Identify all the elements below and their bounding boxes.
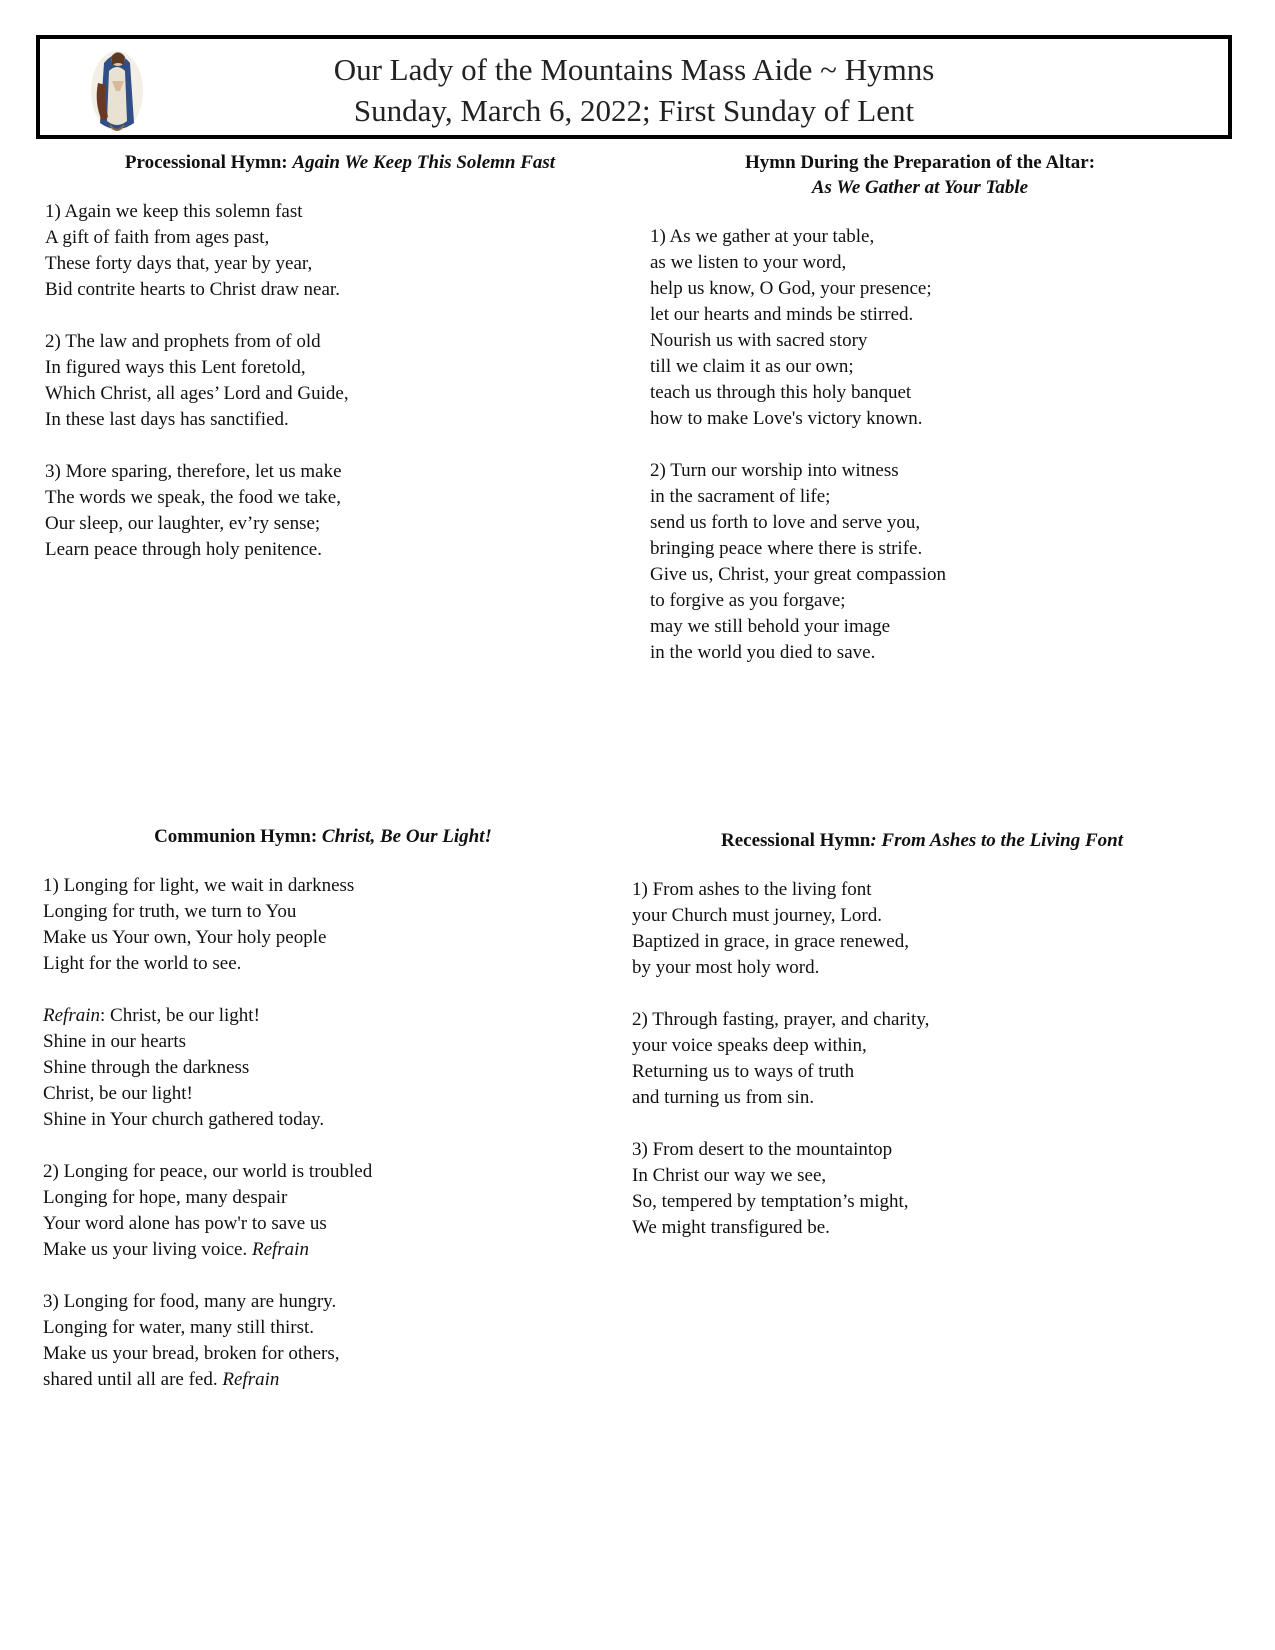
verse-line: Returning us to ways of truth <box>632 1061 855 1082</box>
verse <box>45 199 635 303</box>
preparation-verses <box>650 224 1220 666</box>
verse-line: Baptized in grace, in grace renewed, <box>632 931 909 952</box>
verse-line: Make us Your own, Your holy people <box>43 927 327 948</box>
verse-line: 1) Longing for light, we wait in darkness <box>43 875 355 896</box>
page-title <box>40 49 1228 131</box>
preparation-title: As We Gather at Your Table <box>811 177 1029 198</box>
verse-line: Which Christ, all ages’ Lord and Guide, <box>45 383 349 404</box>
header-box <box>36 35 1232 139</box>
verse-line: till we claim it as our own; <box>650 356 854 377</box>
recessional-heading <box>632 828 1212 853</box>
refrain <box>43 1003 633 1133</box>
communion-verses <box>43 873 633 1393</box>
verse-line: Give us, Christ, your great compassion <box>650 564 947 585</box>
verse-line: Shine in Your church gathered today. <box>43 1109 325 1130</box>
verse-line: 3) Longing for food, many are hungry. <box>43 1291 337 1312</box>
title-line-2: Sunday, March 6, 2022; First Sunday of Lent <box>353 93 915 128</box>
verse-line: let our hearts and minds be stirred. <box>650 304 914 325</box>
refrain-first-line <box>43 1003 633 1029</box>
verse-line: how to make Love's victory known. <box>650 408 923 429</box>
verse-line: These forty days that, year by year, <box>45 253 313 274</box>
recessional-label: Recessional Hymn <box>720 830 871 851</box>
preparation-label: Hymn During the Preparation of the Altar: <box>744 152 1096 173</box>
verse-line: 2) Longing for peace, our world is troubled <box>43 1161 373 1182</box>
verse <box>632 877 1232 981</box>
processional-hymn <box>45 150 635 589</box>
processional-label: Processional Hymn: <box>124 152 288 173</box>
verse <box>45 459 635 563</box>
verse-line: 2) Turn our worship into witness <box>650 460 899 481</box>
verse-line: In these last days has sanctified. <box>45 409 289 430</box>
communion-heading <box>43 824 603 849</box>
verse-line: Longing for hope, many despair <box>43 1187 288 1208</box>
refrain-ref: Refrain <box>222 1369 280 1390</box>
verse <box>43 1289 633 1393</box>
verse-line: may we still behold your image <box>650 616 891 637</box>
verse-line: 1) As we gather at your table, <box>650 226 875 247</box>
title-line-1: Our Lady of the Mountains Mass Aide ~ Hymns <box>333 52 935 87</box>
communion-hymn <box>43 824 633 1419</box>
verse-line: bringing peace where there is strife. <box>650 538 923 559</box>
recessional-verses <box>632 877 1232 1241</box>
verse-line: teach us through this holy banquet <box>650 382 912 403</box>
verse <box>632 1137 1232 1241</box>
verse <box>632 1007 1232 1111</box>
verse-line: Shine in our hearts <box>43 1031 187 1052</box>
verse-line: Longing for water, many still thirst. <box>43 1317 315 1338</box>
verse-line: 2) The law and prophets from of old <box>45 331 321 352</box>
preparation-hymn <box>650 150 1220 692</box>
verse-line: by your most holy word. <box>632 957 820 978</box>
recessional-title: : From Ashes to the Living Font <box>870 830 1124 851</box>
refrain-ref: Refrain <box>251 1239 309 1260</box>
verse-line: Longing for truth, we turn to You <box>43 901 297 922</box>
verse-line: 3) From desert to the mountaintop <box>632 1139 893 1160</box>
verse-line: in the world you died to save. <box>650 642 876 663</box>
verse-line: Nourish us with sacred story <box>650 330 868 351</box>
verse-line: your voice speaks deep within, <box>632 1035 867 1056</box>
verse-line: Your word alone has pow'r to save us <box>43 1213 327 1234</box>
preparation-heading <box>650 150 1190 200</box>
verse-line-with-refrain <box>43 1237 633 1263</box>
verse-line: in the sacrament of life; <box>650 486 831 507</box>
verse-line: to forgive as you forgave; <box>650 590 846 611</box>
verse <box>650 458 1220 666</box>
verse-line: Our sleep, our laughter, ev’ry sense; <box>45 513 321 534</box>
verse-line: In Christ our way we see, <box>632 1165 827 1186</box>
verse-line: We might transfigured be. <box>632 1217 830 1238</box>
verse-line: So, tempered by temptation’s might, <box>632 1191 909 1212</box>
verse <box>45 329 635 433</box>
processional-verses <box>45 199 635 563</box>
verse-line: The words we speak, the food we take, <box>45 487 341 508</box>
verse-line: Make us your bread, broken for others, <box>43 1343 340 1364</box>
verse-line: as we listen to your word, <box>650 252 847 273</box>
recessional-hymn <box>632 828 1232 1267</box>
verse-line: 1) From ashes to the living font <box>632 879 872 900</box>
communion-title: Christ, Be Our Light! <box>321 826 492 847</box>
verse <box>43 1159 633 1263</box>
verse-line: shared until all are fed. <box>43 1369 223 1390</box>
verse-line: send us forth to love and serve you, <box>650 512 921 533</box>
verse-line: Bid contrite hearts to Christ draw near. <box>45 279 340 300</box>
verse-line: and turning us from sin. <box>632 1087 815 1108</box>
verse-line: A gift of faith from ages past, <box>45 227 270 248</box>
verse <box>43 873 633 977</box>
verse-line: 1) Again we keep this solemn fast <box>45 201 303 222</box>
verse-line: Make us your living voice. <box>43 1239 252 1260</box>
verse-line: 2) Through fasting, prayer, and charity, <box>632 1009 930 1030</box>
verse-line-with-refrain <box>43 1367 633 1393</box>
verse-line: In figured ways this Lent foretold, <box>45 357 306 378</box>
verse-line: Light for the world to see. <box>43 953 242 974</box>
verse-line: help us know, O God, your presence; <box>650 278 932 299</box>
verse-line: Christ, be our light! <box>43 1083 193 1104</box>
communion-label: Communion Hymn: <box>154 826 318 847</box>
refrain-text: : Christ, be our light! <box>100 1005 260 1026</box>
refrain-label: Refrain <box>43 1005 100 1026</box>
verse-line: Shine through the darkness <box>43 1057 250 1078</box>
verse-line: your Church must journey, Lord. <box>632 905 882 926</box>
verse-line: 3) More sparing, therefore, let us make <box>45 461 342 482</box>
processional-title: Again We Keep This Solemn Fast <box>292 152 556 173</box>
processional-heading <box>0 150 635 175</box>
verse-line: Learn peace through holy penitence. <box>45 539 322 560</box>
verse <box>650 224 1220 432</box>
